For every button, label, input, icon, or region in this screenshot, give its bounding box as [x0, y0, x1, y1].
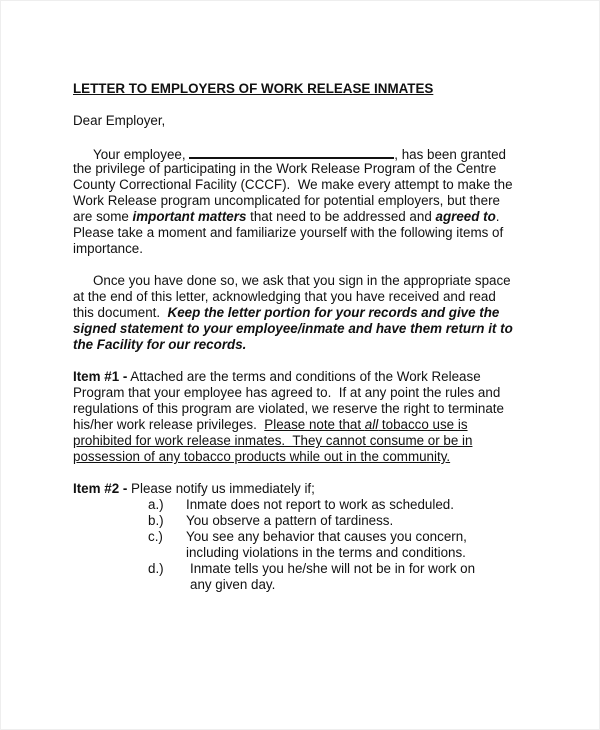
text-segment: that need to be addressed and [246, 209, 436, 224]
text-segment: Item #1 - [73, 369, 128, 384]
salutation: Dear Employer, [73, 113, 166, 128]
text-segment: Please take a moment and familiarize yourself with the following items of [73, 225, 504, 240]
list-item-text: You observe a pattern of tardiness. [186, 513, 394, 528]
letter-title: LETTER TO EMPLOYERS OF WORK RELEASE INMATES [73, 81, 434, 96]
list-item [73, 545, 553, 561]
text-line [73, 337, 553, 353]
text-line [73, 289, 553, 305]
paragraph [73, 481, 553, 497]
text-line [73, 385, 553, 401]
list-item-text: any given day. [190, 577, 276, 592]
text-segment: possession of any tobacco products while out in the community. [73, 449, 451, 464]
list-item-label [73, 577, 190, 593]
list-item-text: including violations in the terms and conditions. [186, 545, 466, 560]
text-segment: regulations of this program are violated, we reserve the right to terminate [73, 401, 504, 416]
paragraph [73, 145, 553, 257]
text-segment: Your employee, [93, 147, 190, 162]
text-segment: Attached are the terms and conditions of the Work Release [127, 369, 481, 384]
list-item [73, 513, 553, 529]
text-segment: this document. [73, 305, 168, 320]
text-segment: are some [73, 209, 133, 224]
text-segment: the privilege of participating in the Work Release Program of the Centre [73, 161, 497, 176]
text-line [73, 433, 553, 449]
text-segment: Item #2 - [73, 481, 128, 496]
text-segment: prohibited for work release inmates. They cannot consume or be in [73, 433, 473, 448]
text-segment: . [495, 209, 500, 224]
text-line [73, 401, 553, 417]
list-item-label: a.) [148, 497, 164, 512]
text-segment: his/her work release privileges. [73, 417, 265, 432]
list-item [73, 529, 553, 545]
list-item-text: Inmate does not report to work as scheduled. [186, 497, 454, 512]
text-segment: Please notify us immediately if; [127, 481, 315, 496]
text-segment: Program that your employee has agreed to. If at any point the rules and [73, 385, 501, 400]
text-segment: agreed to [435, 209, 496, 224]
list-item [73, 497, 553, 513]
paragraph [73, 273, 553, 353]
list-item-label: b.) [148, 513, 164, 528]
text-segment: Once you have done so, we ask that you sign in the appropriate space [93, 273, 511, 288]
text-line [73, 273, 553, 289]
text-line [73, 321, 553, 337]
employee-name-blank[interactable] [189, 145, 394, 159]
text-line [73, 449, 553, 465]
text-line [73, 193, 553, 209]
list-item-label: c.) [148, 529, 163, 544]
list-item-text: You see any behavior that causes you concern, [186, 529, 467, 544]
text-line [73, 225, 553, 241]
list-item-label [73, 545, 186, 561]
list-item-text: Inmate tells you he/she will not be in for work on [190, 561, 476, 576]
paragraph [73, 369, 553, 465]
text-segment: all [364, 417, 379, 432]
text-segment: important matters [132, 209, 247, 224]
text-line [73, 177, 553, 193]
text-segment: importance. [73, 241, 143, 256]
text-line [73, 305, 553, 321]
text-line [73, 417, 553, 433]
text-line [73, 161, 553, 177]
text-segment: , has been granted [394, 147, 506, 162]
text-line [73, 369, 553, 385]
notify-list [73, 497, 553, 593]
text-line [73, 209, 553, 225]
text-line [73, 241, 553, 257]
text-segment: Keep the letter portion for your records and give the [167, 305, 500, 320]
list-item [73, 577, 553, 593]
text-line [73, 145, 553, 161]
text-segment: County Correctional Facility (CCCF). We make every attempt to make the [73, 177, 513, 192]
list-item-label: d.) [148, 561, 164, 576]
text-segment: signed statement to your employee/inmate and have them return it to [73, 321, 513, 336]
letter-body [73, 81, 553, 593]
text-segment: Please note that [264, 417, 365, 432]
text-segment: the Facility for our records. [73, 337, 247, 352]
text-segment: Work Release program uncomplicated for potential employers, but there [73, 193, 500, 208]
text-segment: tobacco use is [378, 417, 468, 432]
list-item [73, 561, 553, 577]
text-segment: at the end of this letter, acknowledging that you have received and read [73, 289, 496, 304]
text-line [73, 481, 553, 497]
